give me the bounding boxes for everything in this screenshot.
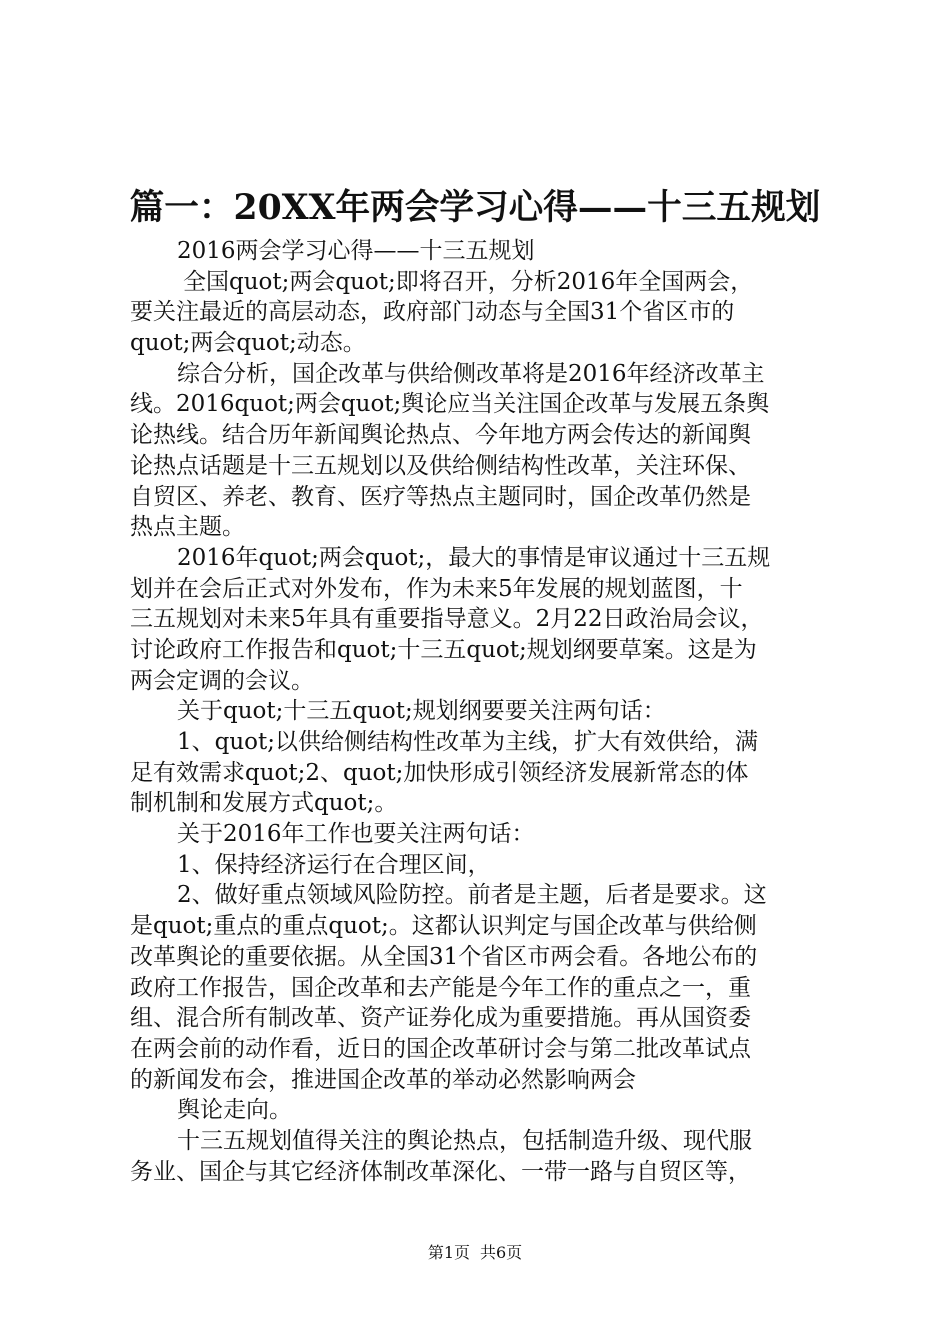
text-line: 线。2016quot;两会quot;舆论应当关注国企改革与发展五条舆 — [130, 391, 770, 418]
page-total: 共6页 — [480, 1243, 523, 1262]
text-line: 的新闻发布会，推进国企改革的举动必然影响两会 — [130, 1066, 636, 1093]
text-line: 1、quot;以供给侧结构性改革为主线，扩大有效供给，满 — [177, 729, 759, 755]
page-footer — [0, 1242, 950, 1264]
text-line: 划并在会后正式对外发布，作为未来5年发展的规划蓝图，十 — [130, 575, 743, 602]
text-line: 热点主题。 — [130, 514, 245, 541]
text-line: 是quot;重点的重点quot;。这都认识判定与国企改革与供给侧 — [130, 913, 757, 940]
text-line: 论热线。结合历年新闻舆论热点、今年地方两会传达的新闻舆 — [130, 422, 751, 449]
text-line: 自贸区、养老、教育、医疗等热点主题同时，国企改革仍然是 — [130, 483, 751, 510]
text-line: 组、混合所有制改革、资产证券化成为重要措施。再从国资委 — [130, 1005, 751, 1032]
text-line: 十三五规划值得关注的舆论热点，包括制造升级、现代服 — [177, 1127, 752, 1154]
text-line: 舆论走向。 — [177, 1097, 292, 1124]
text-line: 两会定调的会议。 — [130, 667, 314, 694]
text-line: 关于2016年工作也要关注两句话： — [177, 821, 535, 848]
document-title: 篇一：20XX年两会学习心得——十三五规划 — [129, 187, 821, 228]
text-line: 改革舆论的重要依据。从全国31个省区市两会看。各地公布的 — [130, 943, 758, 970]
text-line: 2016两会学习心得——十三五规划 — [177, 238, 535, 264]
text-line: 2、做好重点领域风险防控。前者是主题，后者是要求。这 — [177, 882, 767, 909]
text-line: 三五规划对未来5年具有重要指导意义。2月22日政治局会议， — [130, 606, 764, 633]
text-line: 讨论政府工作报告和quot;十三五quot;规划纲要草案。这是为 — [130, 636, 757, 663]
text-line: 制机制和发展方式quot;。 — [130, 790, 398, 817]
text-line: 要关注最近的高层动态，政府部门动态与全国31个省区市的 — [130, 299, 735, 326]
text-line: 政府工作报告，国企改革和去产能是今年工作的重点之一，重 — [130, 974, 751, 1001]
text-line: 关于quot;十三五quot;规划纲要要关注两句话： — [177, 698, 666, 725]
text-line: 2016年quot;两会quot;，最大的事情是审议通过十三五规 — [177, 544, 771, 571]
text-line: 1、保持经济运行在合理区间， — [177, 851, 491, 878]
text-line: 论热点话题是十三五规划以及供给侧结构性改革，关注环保、 — [130, 452, 751, 479]
text-line: 足有效需求quot;2、quot;加快形成引领经济发展新常态的体 — [130, 759, 749, 786]
text-line: 务业、国企与其它经济体制改革深化、一带一路与自贸区等， — [130, 1158, 751, 1185]
text-line: 在两会前的动作看，近日的国企改革研讨会与第二批改革试点 — [130, 1035, 751, 1062]
page-number: 第1页 — [427, 1243, 470, 1262]
text-line: 综合分析，国企改革与供给侧改革将是2016年经济改革主 — [177, 360, 765, 387]
text-line: 全国quot;两会quot;即将召开，分析2016年全国两会， — [183, 268, 754, 295]
text-line: quot;两会quot;动态。 — [130, 330, 366, 357]
document-body — [130, 236, 830, 1187]
